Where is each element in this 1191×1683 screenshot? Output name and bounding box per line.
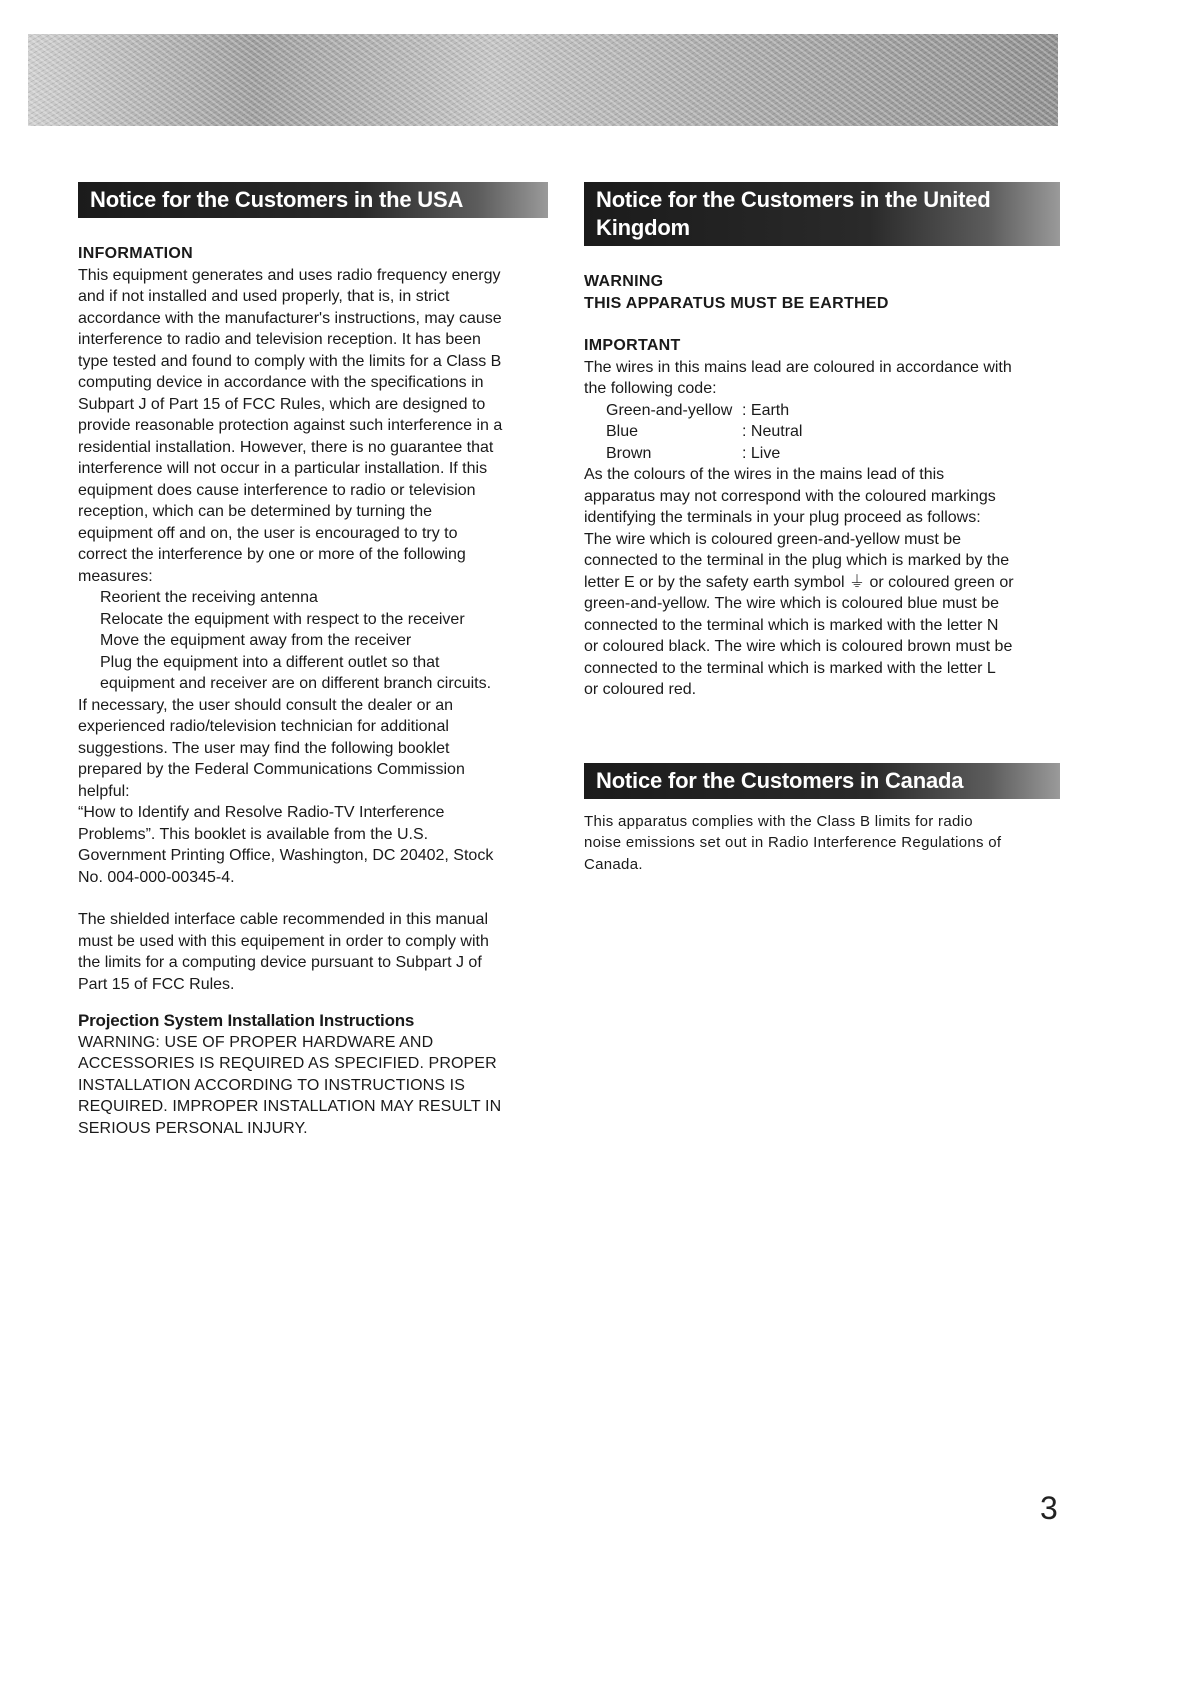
text-line: connected to the terminal in the plug which is marked by the [584, 552, 1010, 569]
wire-colour: Brown [606, 444, 652, 462]
text-line: equipment off and on, the user is encouraged to try to [78, 524, 458, 542]
projection-warning [78, 1032, 548, 1140]
text-line: residential installation. However, there is no guarantee that [78, 438, 494, 456]
wire-code-row [584, 400, 1059, 422]
measure-item-continuation: equipment and receiver are on different branch circuits. [100, 675, 492, 692]
information-body [78, 265, 548, 588]
text-line: interference will not occur in a particular installation. If this [78, 460, 488, 477]
text-line: measures: [78, 567, 153, 585]
text-line: Problems”. This booklet is available from the U.S. [78, 825, 429, 843]
text-line: computing device in accordance with the specifications in [78, 374, 484, 391]
wire-meaning: : Earth [742, 401, 790, 419]
text-line: interference to radio and television reception. It has been [78, 331, 481, 348]
wire-code-row [584, 443, 1059, 465]
measure-item: Move the equipment away from the receiver [100, 632, 412, 649]
text-line: the following code: [584, 380, 717, 397]
text-line: correct the interference by one or more of the following [78, 546, 466, 563]
canada-banner: Notice for the Customers in Canada [584, 763, 1060, 799]
text-line: suggestions. The user may find the following booklet [78, 739, 450, 757]
information-heading: INFORMATION [78, 245, 193, 262]
text-line: equipment does cause interference to radio or television [78, 481, 476, 499]
measure-item: Relocate the equipment with respect to the receiver [100, 610, 465, 628]
text-line: noise emissions set out in Radio Interference Regulations of [584, 834, 1002, 851]
text-line: “How to Identify and Resolve Radio-TV Interference [78, 804, 445, 821]
text-line: prepared by the Federal Communications Commission [78, 761, 465, 778]
text-line: ACCESSORIES IS REQUIRED AS SPECIFIED. PROPER [78, 1055, 497, 1072]
header-texture-band [28, 34, 1058, 126]
wire-code-table [584, 400, 1059, 465]
text-line: type tested and found to comply with the limits for a Class B [78, 352, 502, 370]
text-line: or coloured red. [584, 681, 697, 698]
wire-meaning: : Neutral [742, 423, 803, 440]
text-line: reception, which can be determined by turning the [78, 503, 432, 520]
text-line: experienced radio/television technician for additional [78, 718, 449, 735]
wire-meaning: : Live [742, 444, 781, 462]
text-line: letter E or by the safety earth symbol ⏚ or coloured green or [584, 573, 1014, 591]
text-line: SERIOUS PERSONAL INJURY. [78, 1119, 308, 1137]
uk-banner [584, 182, 1060, 246]
text-line: the limits for a computing device pursuant to Subpart J of [78, 954, 482, 971]
measure-item: Plug the equipment into a different outlet so that [100, 653, 440, 671]
text-line: must be used with this equipement in order to comply with [78, 932, 489, 950]
text-line: The wires in this mains lead are coloured in accordance with [584, 358, 1012, 376]
text-line: Canada. [584, 855, 643, 873]
text-line: and if not installed and used properly, that is, in strict [78, 288, 450, 305]
shielded-cable-text [78, 909, 548, 995]
text-line: or coloured black. The wire which is coloured brown must be [584, 638, 1013, 655]
earthed-heading: THIS APPARATUS MUST BE EARTHED [584, 294, 889, 312]
usa-banner: Notice for the Customers in the USA [78, 182, 548, 218]
wiring-instructions [584, 464, 1059, 701]
uk-banner-line: Kingdom [596, 215, 690, 240]
usa-section [78, 182, 548, 1139]
text-line: connected to the terminal which is marked with the letter N [584, 616, 999, 634]
text-line: connected to the terminal which is marked with the letter L [584, 659, 996, 677]
text-line: If necessary, the user should consult the dealer or an [78, 696, 454, 714]
text-line: No. 004-000-00345-4. [78, 868, 235, 886]
text-line: This equipment generates and uses radio frequency energy [78, 266, 501, 284]
text-line: WARNING: USE OF PROPER HARDWARE AND [78, 1033, 434, 1051]
projection-heading: Projection System Installation Instructions [78, 1011, 415, 1030]
page-number: 3 [1040, 1490, 1058, 1526]
wire-colour: Green-and-yellow [606, 401, 733, 419]
text-line: helpful: [78, 782, 130, 800]
uk-section [584, 182, 1059, 875]
text-line: provide reasonable protection against such interference in a [78, 417, 503, 434]
text-line: Subpart J of Part 15 of FCC Rules, which are designed to [78, 395, 486, 413]
text-line: INSTALLATION ACCORDING TO INSTRUCTIONS IS [78, 1076, 465, 1094]
text-line: accordance with the manufacturer's instructions, may cause [78, 309, 502, 327]
text-line: Government Printing Office, Washington, DC 20402, Stock [78, 847, 494, 864]
text-line: Part 15 of FCC Rules. [78, 975, 235, 993]
text-line: This apparatus complies with the Class B limits for radio [584, 812, 973, 830]
measure-item: Reorient the receiving antenna [100, 589, 318, 606]
text-line: The shielded interface cable recommended in this manual [78, 911, 489, 928]
text-line: green-and-yellow. The wire which is coloured blue must be [584, 595, 1000, 612]
wire-colour: Blue [606, 423, 639, 440]
text-line: The wire which is coloured green-and-yellow must be [584, 530, 962, 548]
text-line: apparatus may not correspond with the coloured markings [584, 487, 996, 505]
text-line: As the colours of the wires in the mains lead of this [584, 466, 945, 483]
consultation-text [78, 695, 548, 889]
measures-list [78, 587, 548, 695]
wire-code-row [584, 421, 1059, 443]
text-line: REQUIRED. IMPROPER INSTALLATION MAY RESULT IN [78, 1098, 502, 1115]
important-heading: IMPORTANT [584, 337, 681, 354]
text-line: identifying the terminals in your plug proceed as follows: [584, 509, 981, 526]
warning-heading: WARNING [584, 273, 664, 290]
uk-banner-line: Notice for the Customers in the United [596, 187, 991, 212]
canada-text [584, 811, 1059, 876]
